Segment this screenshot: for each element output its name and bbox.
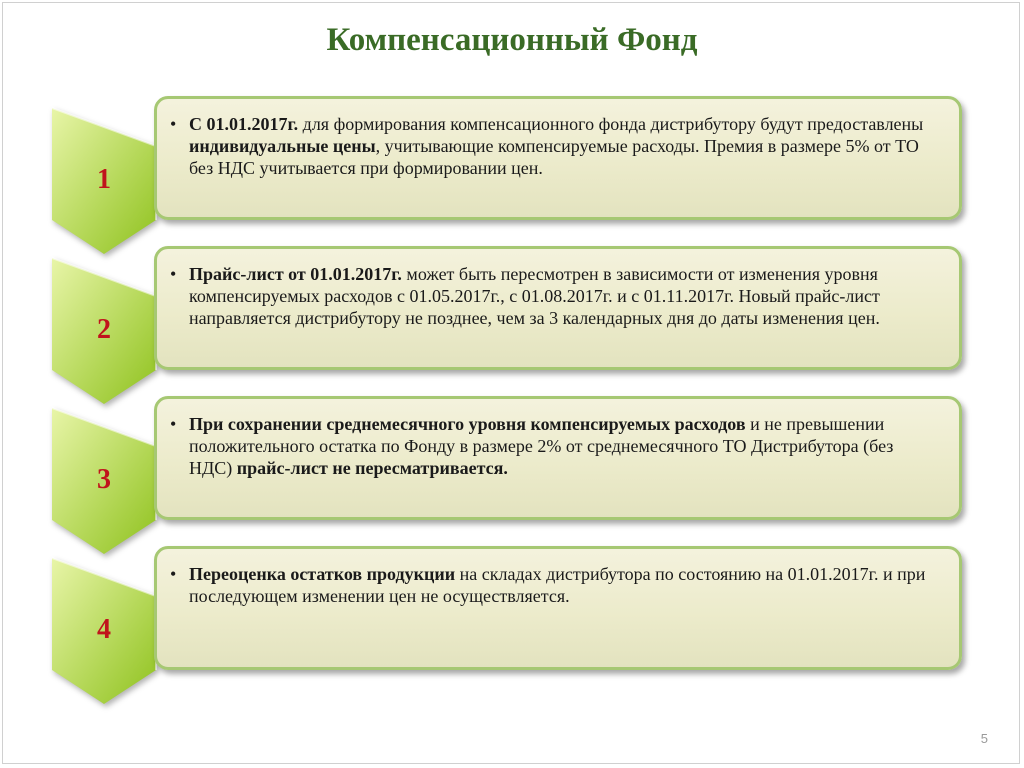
- step-4: [48, 546, 968, 706]
- step-text-box: [154, 246, 962, 370]
- step-text: [170, 413, 937, 479]
- bullet-icon: •: [170, 414, 177, 434]
- text-segment: , учитывающие компенсируемые расходы. Премия в размере 5% от ТО без НДС учитывается при формировании цен.: [189, 136, 919, 178]
- text-segment: и не превышении положительного остатка по Фонду в размере 2% от среднемесячного ТО Дистрибутора (без НДС): [189, 414, 894, 478]
- step-number: 1: [97, 164, 111, 195]
- bullet-icon: •: [170, 564, 177, 584]
- text-segment: может быть пересмотрен в зависимости от изменения уровня компенсируемых расходов с 01.05.2017г., с 01.08.2017г. и с 01.11.2017г. Новый прайс-лист направляется дистрибутору не позднее, чем за 3 календарных дня до даты изменения цен.: [189, 264, 880, 328]
- step-text: [170, 563, 937, 607]
- bold-text-segment: С 01.01.2017г.: [189, 114, 299, 134]
- step-text: [170, 113, 937, 179]
- bold-text-segment: прайс-лист не пересматривается.: [236, 458, 508, 478]
- step-2: [48, 246, 968, 406]
- step-text-box: [154, 96, 962, 220]
- text-segment: на складах дистрибутора по состоянию на 01.01.2017г. и при последующем изменении цен не осуществляется.: [189, 564, 926, 606]
- step-1: [48, 96, 968, 256]
- page-number: 5: [980, 731, 988, 746]
- bullet-icon: •: [170, 114, 177, 134]
- step-text-box: [154, 546, 962, 670]
- step-number: 3: [97, 464, 111, 495]
- step-text-box: [154, 396, 962, 520]
- step-text: [170, 263, 937, 329]
- step-number: 2: [97, 314, 111, 345]
- bold-text-segment: Прайс-лист от 01.01.2017г.: [189, 264, 402, 284]
- step-3: [48, 396, 968, 556]
- slide-title: Компенсационный Фонд: [326, 22, 698, 58]
- bold-text-segment: индивидуальные цены: [189, 136, 376, 156]
- bullet-icon: •: [170, 264, 177, 284]
- text-segment: для формирования компенсационного фонда дистрибутору будут предоставлены: [298, 114, 924, 134]
- bold-text-segment: Переоценка остатков продукции: [189, 564, 456, 584]
- step-number: 4: [97, 614, 111, 645]
- bold-text-segment: При сохранении среднемесячного уровня компенсируемых расходов: [189, 414, 746, 434]
